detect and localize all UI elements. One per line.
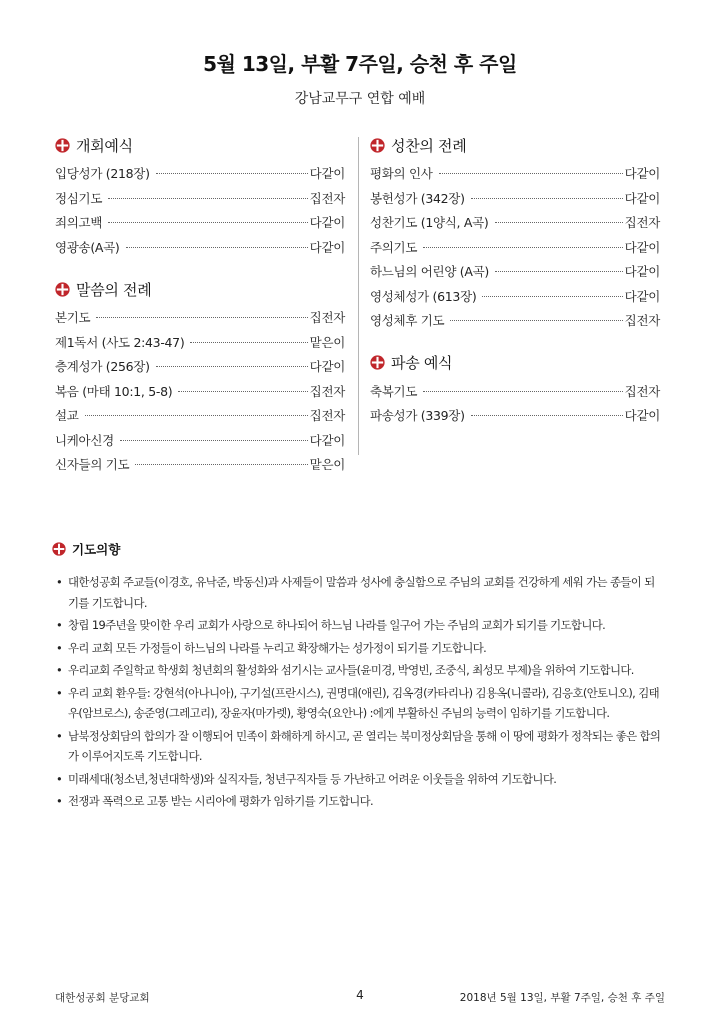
section-heading-label: 말씀의 전례 (76, 280, 152, 299)
order-item-name: 죄의고백 (55, 215, 103, 230)
order-item (55, 455, 345, 480)
dot-leader (450, 320, 622, 321)
order-item (55, 308, 345, 333)
page-title: 5월 13일, 부활 7주일, 승천 후 주일 (203, 52, 517, 76)
order-item-role: 다같이 (624, 166, 660, 181)
dot-leader (96, 317, 307, 318)
dot-leader (156, 173, 308, 174)
order-item-role: 집전자 (624, 383, 660, 399)
cross-icon (55, 282, 70, 297)
cross-icon (55, 138, 70, 153)
order-item-role: 집전자 (309, 310, 345, 325)
order-item-role: 다같이 (309, 239, 345, 255)
dot-leader (126, 247, 308, 248)
order-item-name: 신자들의 기도 (55, 457, 130, 472)
order-item (55, 164, 345, 189)
order-item-name: 정심기도 (55, 190, 103, 206)
order-item-role: 다같이 (624, 264, 660, 279)
dot-leader (423, 247, 623, 248)
dot-leader (439, 173, 623, 174)
order-item (55, 238, 345, 263)
order-item-name: 층계성가 (256장) (55, 359, 150, 374)
order-item (55, 357, 345, 382)
order-item (370, 287, 660, 312)
order-item-role: 다같이 (624, 288, 660, 304)
dot-leader (156, 366, 308, 367)
section-heading-label: 개회예식 (76, 136, 133, 155)
order-item-name: 영성체성가 (613장) (370, 288, 477, 304)
dot-leader (471, 415, 623, 416)
prayer-item: • 창립 19주년을 맞이한 우리 교회가 사랑으로 하나되어 하느님 나라를 일구어 가는 주님의 교회가 되기를 기도합니다. (52, 615, 664, 636)
order-item-role: 맡은이 (309, 334, 345, 350)
section-heading (55, 278, 345, 300)
order-item-name: 복음 (마태 10:1, 5-8) (55, 383, 173, 399)
section-gap (370, 336, 660, 352)
prayer-item: • 미래세대(청소년,청년대학생)와 실직자들, 청년구직자들 등 가난하고 어려운 이웃들을 위하여 기도합니다. (52, 769, 664, 790)
order-item-name: 평화의 인사 (370, 166, 433, 181)
order-item-role: 집전자 (624, 313, 660, 328)
section-heading-label: 성찬의 전례 (391, 136, 467, 155)
left-column (55, 134, 345, 480)
section-heading (370, 352, 660, 374)
order-item-name: 축복기도 (370, 383, 418, 399)
dot-leader (120, 440, 308, 441)
order-item-role: 다같이 (624, 190, 660, 206)
dot-leader (423, 391, 623, 392)
order-item-name: 영성체후 기도 (370, 313, 445, 328)
order-item (370, 238, 660, 263)
order-item (55, 333, 345, 358)
dot-leader (85, 415, 308, 416)
order-item-role: 다같이 (309, 215, 345, 230)
order-item-role: 집전자 (309, 408, 345, 423)
order-item-name: 영광송(A곡) (55, 239, 120, 255)
order-item (370, 164, 660, 189)
prayer-item: • 전쟁과 폭력으로 고통 받는 시리아에 평화가 임하기를 기도합니다. (52, 791, 664, 812)
dot-leader (495, 222, 623, 223)
order-item-name: 주의기도 (370, 239, 418, 255)
order-item (370, 382, 660, 407)
order-item (370, 189, 660, 214)
order-item (55, 382, 345, 407)
order-item-role: 다같이 (309, 359, 345, 374)
prayer-intentions (52, 540, 664, 814)
order-item (55, 189, 345, 214)
dot-leader (108, 222, 308, 223)
footer-page-number: 4 (356, 988, 364, 1002)
section-heading (55, 134, 345, 156)
order-item (370, 213, 660, 238)
order-item-name: 파송성가 (339장) (370, 408, 465, 423)
order-item-role: 맡은이 (309, 457, 345, 472)
prayer-heading (52, 540, 664, 558)
order-item (370, 262, 660, 287)
order-item-name: 봉헌성가 (342장) (370, 190, 465, 206)
prayer-item: • 우리교회 주일학교 학생회 청년회의 활성화와 섬기시는 교사들(윤미경, 박영빈, 조중식, 최성모 부제)을 위하여 기도합니다. (52, 660, 664, 681)
prayer-heading-label: 기도의향 (72, 542, 121, 557)
cross-icon (370, 355, 385, 370)
cross-icon (370, 138, 385, 153)
order-item-name: 니케아신경 (55, 432, 114, 448)
order-item-role: 다같이 (309, 432, 345, 448)
order-item (370, 311, 660, 336)
section-gap (55, 262, 345, 278)
footer-date: 2018년 5월 13일, 부활 7주일, 승천 후 주일 (459, 992, 665, 1004)
order-item (55, 213, 345, 238)
order-item-role: 다같이 (624, 239, 660, 255)
section-heading (370, 134, 660, 156)
prayer-item: • 우리 교회 환우들: 강현석(아나니아), 구기설(프란시스), 권명대(애린), 김옥경(카타리나) 김용옥(니콜라), 김응호(안토니오), 김태우(암브로스), 송준영(그레고리), 장윤자(마가렛), 황영숙(요안나) :에게 부활하신 주님의 능력이 임하기를 기도합니다. (52, 683, 664, 724)
dot-leader (108, 198, 308, 199)
prayer-list (52, 572, 664, 812)
order-item (370, 406, 660, 431)
section-heading-label: 파송 예식 (391, 354, 453, 372)
prayer-item: • 남북정상회담의 합의가 잘 이행되어 민족이 화해하게 하시고, 곧 열리는 북미정상회담을 통해 이 땅에 평화가 정착되는 좋은 합의가 이루어지도록 기도합니다. (52, 726, 664, 767)
order-item-name: 하느님의 어린양 (A곡) (370, 264, 489, 279)
dot-leader (135, 464, 307, 465)
dot-leader (178, 391, 307, 392)
order-item (55, 406, 345, 431)
order-item-name: 성찬기도 (1양식, A곡) (370, 215, 489, 230)
page-subtitle: 강남교무구 연합 예배 (294, 91, 426, 107)
cross-icon (52, 542, 66, 556)
order-item-role: 집전자 (309, 383, 345, 399)
prayer-item: • 우리 교회 모든 가정들이 하느님의 나라를 누리고 확장해가는 성가정이 되기를 기도합니다. (52, 638, 664, 659)
order-item-name: 설교 (55, 408, 79, 423)
order-item-name: 입당성가 (218장) (55, 166, 150, 181)
footer-church-name: 대한성공회 분당교회 (55, 992, 150, 1004)
column-divider (358, 137, 359, 455)
order-item-role: 집전자 (624, 215, 660, 230)
right-column (370, 134, 660, 431)
order-item-name: 제1독서 (사도 2:43-47) (55, 334, 185, 350)
dot-leader (482, 296, 622, 297)
order-item-role: 집전자 (309, 190, 345, 206)
dot-leader (495, 271, 623, 272)
order-item-role: 다같이 (624, 408, 660, 423)
dot-leader (471, 198, 623, 199)
order-item-role: 다같이 (309, 166, 345, 181)
dot-leader (190, 342, 307, 343)
order-item-name: 본기도 (55, 310, 91, 325)
prayer-item: • 대한성공회 주교들(이경호, 유낙준, 박동신)과 사제들이 말씀과 성사에 충실함으로 주님의 교회를 건강하게 세워 가는 종들이 되기를 기도합니다. (52, 572, 664, 613)
order-item (55, 431, 345, 456)
